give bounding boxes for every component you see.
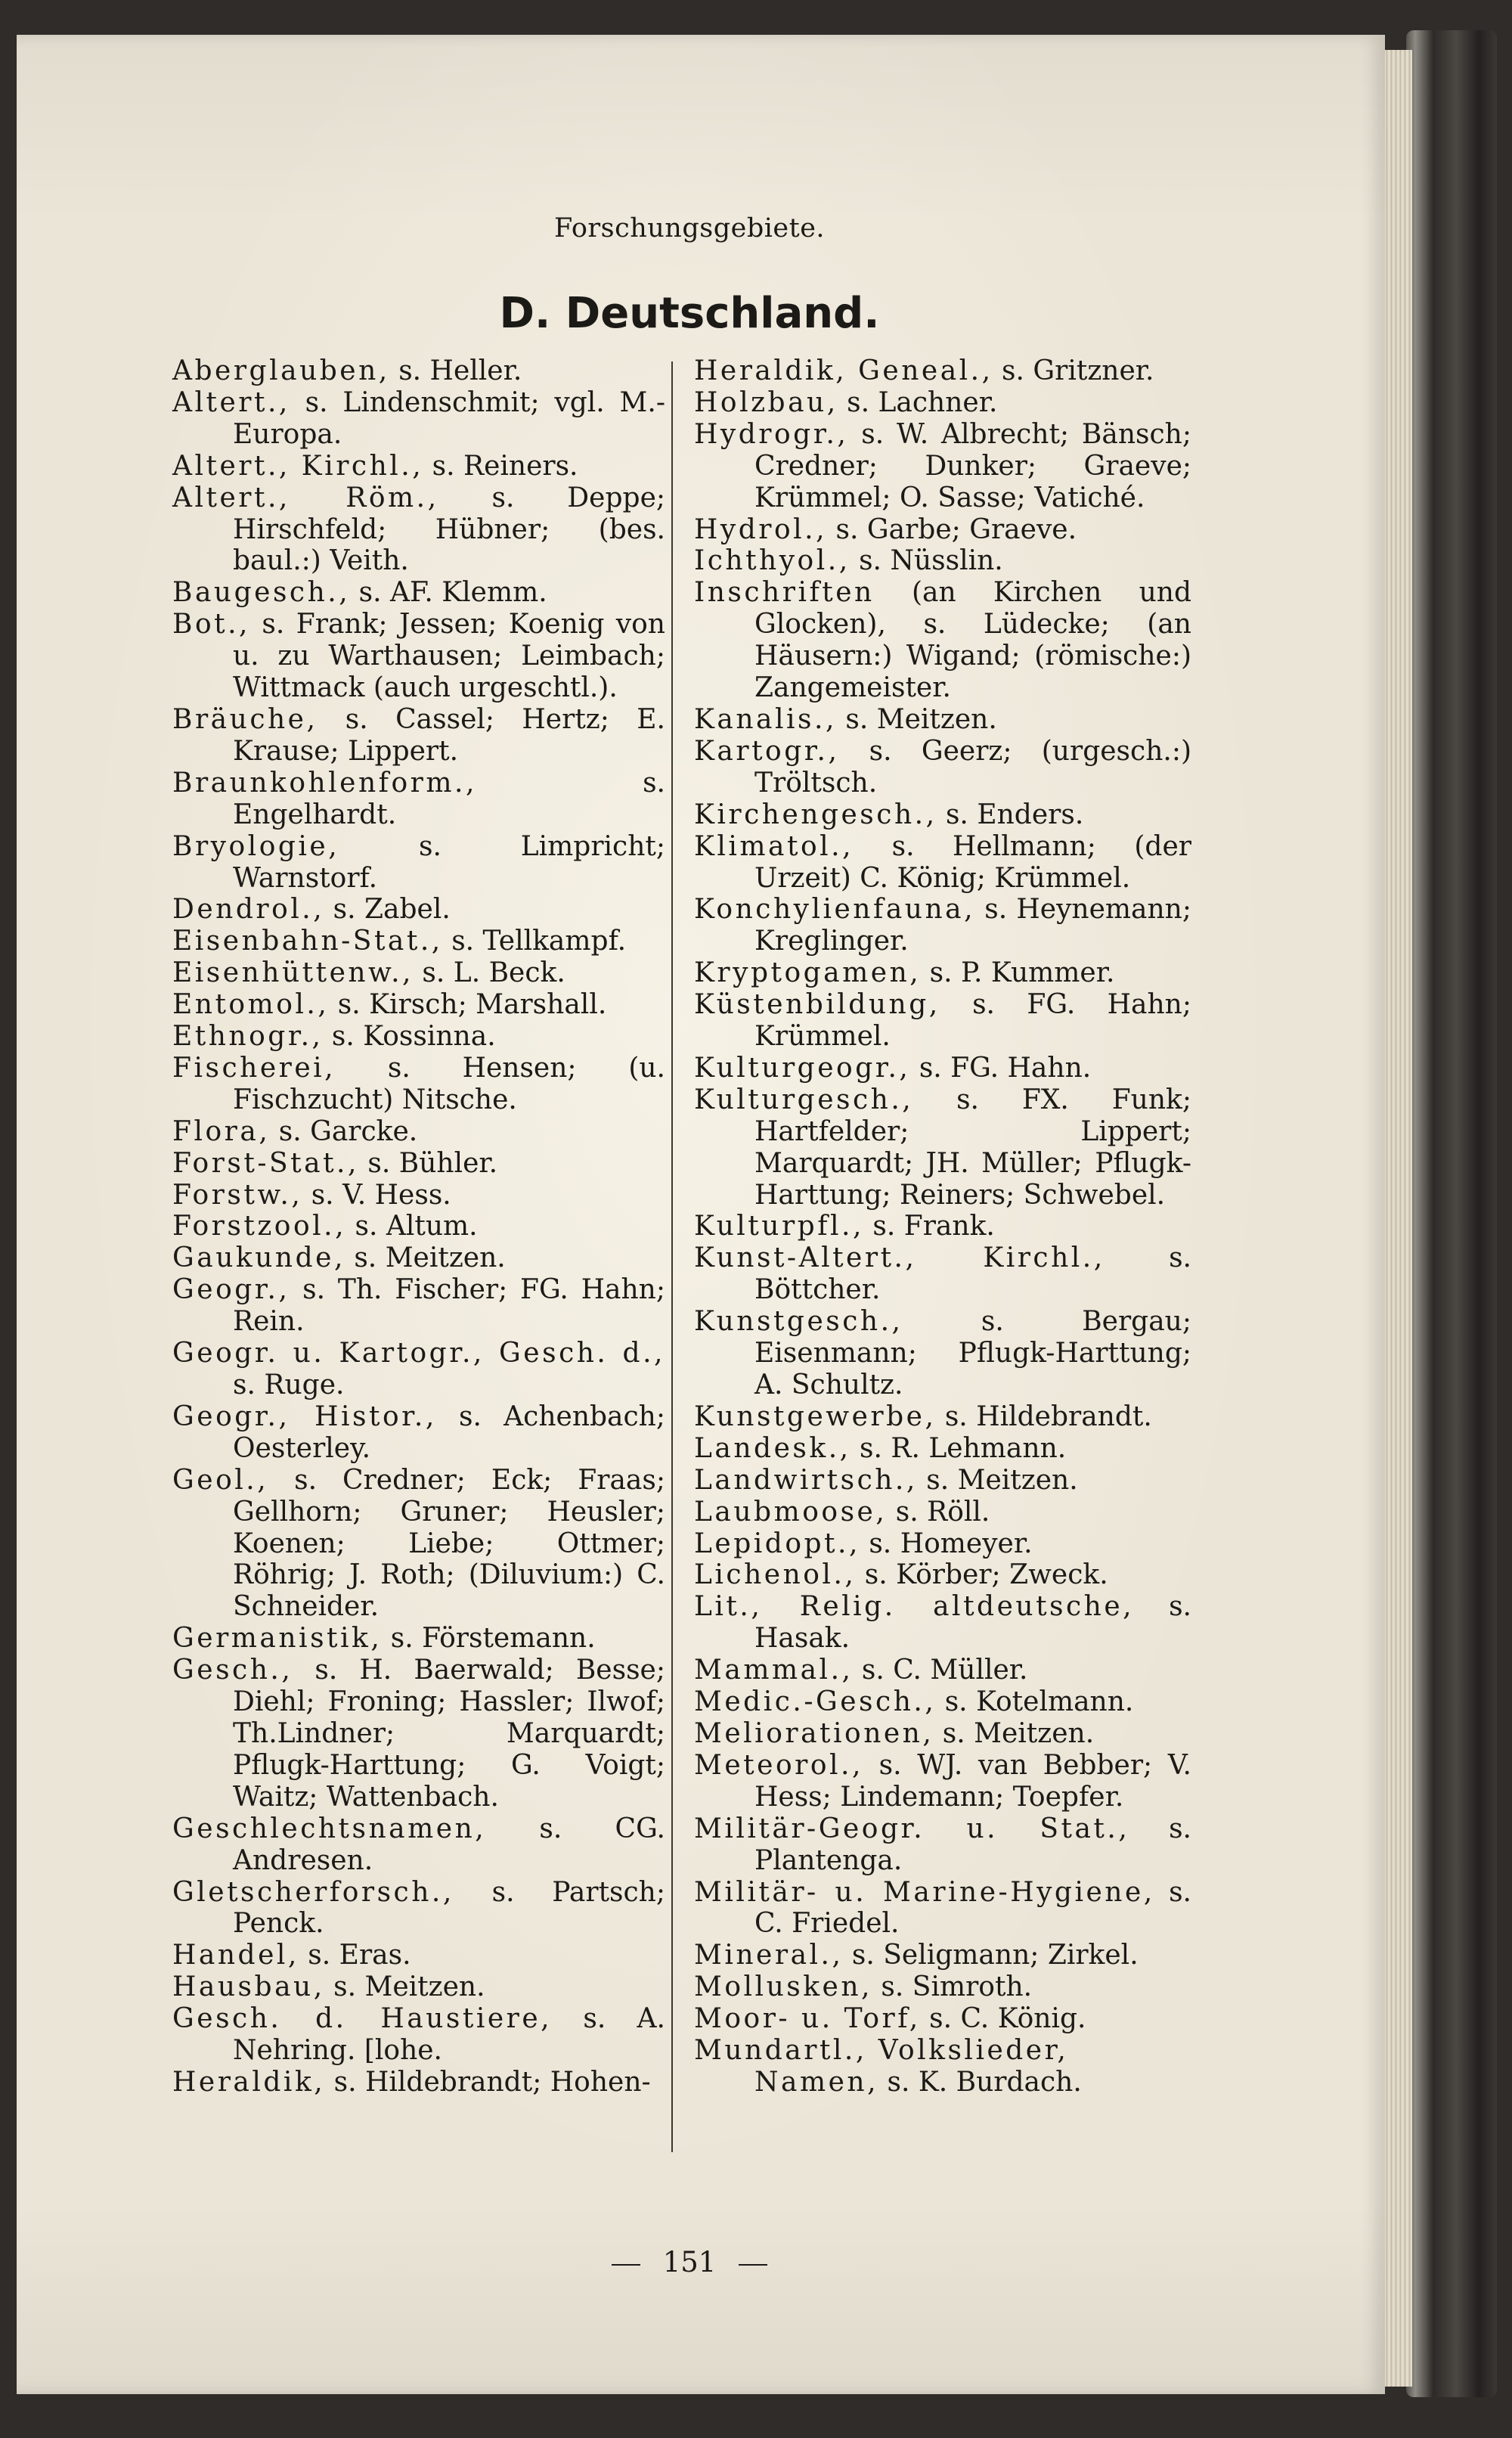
entry-references: s. Gritzner. — [993, 355, 1154, 386]
index-column-right — [694, 355, 1191, 2098]
entry-references: (an Kirchen und Glocken), s. Lüdecke; (an Häusern:) Wigand; (römische:) Zangemeister. — [754, 577, 1191, 704]
entry-term: Hydrogr., — [694, 418, 849, 450]
entry-references: s. C. König. — [920, 2003, 1086, 2035]
index-entry — [172, 2067, 665, 2098]
entry-references: s. W. Albrecht; Bänsch; Credner; Dunker; Graeve; Krümmel; O. Sasse; Vatiché. — [754, 418, 1191, 513]
index-entry — [694, 1211, 1191, 1242]
entry-references: s. Homeyer. — [860, 1528, 1033, 1559]
index-entry — [694, 387, 1191, 419]
entry-term: Bryologie, — [172, 830, 340, 862]
index-entry — [172, 577, 665, 609]
index-entry — [172, 1053, 665, 1116]
index-entry — [694, 419, 1191, 514]
index-entry — [172, 355, 665, 387]
entry-references: s. Garbe; Graeve. — [827, 513, 1077, 545]
index-entry — [694, 545, 1191, 577]
entry-references: s. Kossinna. — [323, 1021, 496, 1053]
entry-term: Laubmoose, — [694, 1496, 888, 1528]
index-entry — [172, 989, 665, 1021]
index-entry — [694, 1877, 1191, 1940]
entry-references: s. FG. Hahn. — [910, 1052, 1092, 1084]
entry-references: s. Th. Fischer; FG. Hahn; Rein. — [233, 1274, 665, 1338]
index-entry — [694, 2003, 1191, 2035]
entry-term: Gesch., — [172, 1655, 293, 1686]
book-page — [17, 35, 1385, 2394]
entry-references: s. Enders. — [937, 799, 1084, 830]
index-entry — [694, 1084, 1191, 1211]
entry-references: s. Partsch; Penck. — [233, 1876, 665, 1940]
entry-term: Landwirtsch., — [694, 1464, 918, 1496]
entry-references: s. C. Müller. — [853, 1655, 1028, 1686]
index-entry — [172, 1813, 665, 1877]
entry-references: s. Altum. — [346, 1211, 478, 1242]
section-title: D. Deutschland. — [499, 289, 880, 338]
entry-references: s. CG. Andresen. — [233, 1813, 665, 1876]
index-entry — [172, 482, 665, 578]
index-entry — [694, 1940, 1191, 1971]
entry-references: s. Lindenschmit; vgl. M.-Europa. — [233, 386, 665, 450]
index-entry — [172, 957, 665, 989]
entry-references: s. Kotelmann. — [936, 1686, 1134, 1718]
entry-references: s. Nüsslin. — [850, 545, 1003, 577]
index-column-left — [172, 355, 665, 2098]
entry-term: Germanistik, — [172, 1623, 383, 1655]
entry-term: Moor- u. Torf, — [694, 2003, 921, 2035]
entry-references: s. Meitzen. — [345, 1242, 506, 1274]
entry-term: Kunstgesch., — [694, 1306, 903, 1338]
entry-term: Altert., — [172, 386, 290, 418]
entry-term: Bräuche, — [172, 703, 318, 735]
entry-term: Militär- u. Marine-Hygiene, — [694, 1876, 1155, 1908]
entry-term: Braunkohlenform., — [172, 767, 477, 799]
entry-references: s. Zabel. — [324, 894, 451, 926]
entry-term: Militär-Geogr. u. Stat., — [694, 1813, 1130, 1844]
index-entry — [694, 1750, 1191, 1813]
entry-references: s. Hensen; (u. Fischzucht) Nitsche. — [233, 1052, 665, 1115]
index-entry — [694, 1242, 1191, 1306]
index-entry — [172, 1021, 665, 1053]
entry-references: s. Eras. — [299, 1940, 411, 1971]
entry-term: Gletscherforsch., — [172, 1876, 454, 1908]
entry-term: Geogr. u. Kartogr., Gesch. d., — [172, 1338, 665, 1369]
entry-term: Gesch. d. Haustiere, — [172, 2003, 553, 2035]
entry-references: s. Hildebrandt; Hohen- — [325, 2066, 651, 2098]
index-entry — [172, 1877, 665, 1940]
entry-references: s. WJ. van Bebber; V. Hess; Lindemann; Toepfer. — [754, 1749, 1191, 1813]
index-entry — [694, 736, 1191, 799]
entry-references: s. R. Lehmann. — [850, 1432, 1067, 1464]
index-entry — [694, 1306, 1191, 1401]
entry-term: Eisenbahn-Stat., — [172, 926, 443, 957]
entry-term: Kulturpfl., — [694, 1211, 864, 1242]
index-entry — [694, 1559, 1191, 1591]
index-entry — [694, 1497, 1191, 1528]
entry-references: s. Röll. — [887, 1496, 990, 1528]
index-entry — [172, 1180, 665, 1211]
entry-term: Kulturgesch., — [694, 1084, 914, 1115]
entry-references: s. Meitzen. — [836, 703, 997, 735]
book-cover-edge — [1406, 30, 1497, 2397]
entry-references: s. AF. Klemm. — [350, 577, 547, 609]
index-entry — [172, 1465, 665, 1624]
entry-term: Eisenhüttenw., — [172, 957, 414, 989]
entry-term: Heraldik, — [172, 2066, 326, 2098]
entry-references: s. Heller. — [389, 355, 522, 386]
entry-references: s. Meitzen. — [917, 1464, 1078, 1496]
index-entry — [694, 1655, 1191, 1686]
entry-term: Heraldik, Geneal., — [694, 355, 993, 386]
index-entry — [694, 1813, 1191, 1877]
entry-references: s. Frank. — [863, 1211, 995, 1242]
entry-term: Kirchengesch., — [694, 799, 937, 830]
index-entry — [694, 1591, 1191, 1655]
entry-term: Geogr., Histor., — [172, 1400, 437, 1432]
index-entry — [694, 1053, 1191, 1084]
index-entry — [694, 1528, 1191, 1560]
running-head: Forschungsgebiete. — [553, 213, 826, 243]
entry-term: Konchylienfauna, — [694, 894, 976, 926]
index-entry — [694, 577, 1191, 704]
entry-references: s. Geerz; (urgesch.:) Tröltsch. — [754, 735, 1191, 799]
index-entry — [694, 704, 1191, 736]
entry-references: s. Seligmann; Zirkel. — [843, 1940, 1139, 1971]
index-entry — [694, 355, 1191, 387]
entry-references: s. A. Nehring. [lohe. — [233, 2003, 665, 2067]
entry-term: Küstenbildung, — [694, 989, 940, 1021]
index-entry — [694, 2035, 1191, 2098]
entry-term: Altert., Röm., — [172, 482, 439, 513]
entry-term: Forst-Stat., — [172, 1147, 359, 1179]
entry-term: Kulturgeogr., — [694, 1052, 911, 1084]
entry-references: s. H. Baerwald; Besse; Diehl; Froning; Hassler; Ilwof; Th.Lindner; Marquardt; Pflugk-Harttung; G. Voigt; Waitz; Wattenbach. — [233, 1655, 665, 1813]
index-entry — [172, 387, 665, 451]
entry-references: s. Körber; Zweck. — [856, 1559, 1108, 1591]
index-entry — [172, 609, 665, 704]
page-number: 151 — [662, 2246, 717, 2278]
index-entry — [694, 831, 1191, 895]
entry-references: s. Reiners. — [423, 450, 578, 482]
entry-term: Kartogr., — [694, 735, 840, 767]
index-entry — [172, 768, 665, 831]
entry-term: Aberglauben, — [172, 355, 390, 386]
index-entry — [172, 1623, 665, 1655]
entry-references: s. C. Friedel. — [754, 1876, 1191, 1940]
index-entry — [172, 1116, 665, 1148]
entry-references: s. Deppe; Hirschfeld; Hübner; (bes. baul.:) Veith. — [233, 482, 665, 577]
index-entry — [172, 831, 665, 895]
entry-term: Dendrol., — [172, 894, 325, 926]
entry-references: s. Engelhardt. — [233, 767, 665, 830]
entry-term: Hausbau, — [172, 1971, 325, 2003]
entry-references: s. FX. Funk; Hartfelder; Lippert; Marquardt; JH. Müller; Pflugk-Harttung; Reiners; Schwebel. — [754, 1084, 1191, 1211]
entry-term: Kanalis., — [694, 703, 837, 735]
entry-references: s. FG. Hahn; Krümmel. — [754, 989, 1191, 1053]
entry-term: Altert., Kirchl., — [172, 450, 424, 482]
entry-term: Geschlechtsnamen, — [172, 1813, 487, 1844]
entry-references: s. K. Burdach. — [878, 2066, 1082, 2098]
footer-dash-right — [739, 2264, 767, 2266]
entry-term: Ethnogr., — [172, 1021, 324, 1053]
index-entry — [172, 1148, 665, 1180]
entry-references: s. Tellkampf. — [442, 926, 627, 957]
entry-references: s. V. Hess. — [302, 1179, 451, 1211]
index-entry — [694, 1971, 1191, 2003]
entry-references: s. Heynemann; Kreglinger. — [754, 894, 1191, 957]
entry-term: Flora, — [172, 1115, 271, 1147]
index-entry — [172, 1940, 665, 1971]
entry-references: s. Kirsch; Marshall. — [329, 989, 607, 1021]
entry-references: s. Simroth. — [872, 1971, 1033, 2003]
index-entry — [172, 704, 665, 768]
entry-references: s. Garcke. — [270, 1115, 418, 1147]
entry-references: s. Hasak. — [754, 1591, 1191, 1655]
entry-term: Lichenol., — [694, 1559, 857, 1591]
entry-references: s. Ruge. — [233, 1369, 345, 1400]
entry-references: s. P. Kummer. — [921, 957, 1115, 989]
entry-term: Forstw., — [172, 1179, 303, 1211]
entry-references: s. Limpricht; Warnstorf. — [233, 830, 665, 894]
index-entry — [172, 1242, 665, 1274]
entry-references: s. Lachner. — [838, 386, 998, 418]
entry-references: s. Hellmann; (der Urzeit) C. König; Krümmel. — [754, 830, 1191, 894]
index-entry — [172, 894, 665, 926]
index-entry — [172, 1338, 665, 1401]
entry-references: s. Achenbach; Oesterley. — [233, 1400, 665, 1464]
column-divider — [671, 361, 673, 2152]
index-entry — [172, 926, 665, 957]
entry-term: Forstzool., — [172, 1211, 347, 1242]
entry-references: s. Credner; Eck; Fraas; Gellhorn; Gruner; Heusler; Koenen; Liebe; Ottmer; Röhrig; J. Roth; (Diluvium:) C. Schneider. — [233, 1464, 665, 1623]
index-entry — [694, 989, 1191, 1053]
index-entry — [172, 451, 665, 482]
entry-references: s. Meitzen. — [324, 1971, 485, 2003]
entry-term: Klimatol., — [694, 830, 854, 862]
entry-term: Kunstgewerbe, — [694, 1400, 937, 1432]
index-entry — [172, 1274, 665, 1338]
entry-term: Geol., — [172, 1464, 269, 1496]
entry-term: Kryptogamen, — [694, 957, 922, 989]
entry-term: Entomol., — [172, 989, 330, 1021]
entry-term: Lepidopt., — [694, 1528, 860, 1559]
index-entry — [694, 957, 1191, 989]
entry-term: Meteorol., — [694, 1749, 863, 1781]
entry-term: Inschriften — [694, 577, 875, 609]
entry-references: s. Meitzen. — [934, 1717, 1095, 1749]
entry-term: Bot., — [172, 609, 250, 641]
entry-term: Handel, — [172, 1940, 299, 1971]
entry-term: Meliorationen, — [694, 1717, 934, 1749]
entry-term: Geogr., — [172, 1274, 290, 1306]
entry-references: s. Förstemann. — [382, 1623, 596, 1655]
index-entry — [694, 1718, 1191, 1750]
entry-term: Mollusken, — [694, 1971, 872, 2003]
entry-term: Baugesch., — [172, 577, 351, 609]
index-entry — [694, 1686, 1191, 1718]
footer-dash-left — [612, 2264, 640, 2266]
entry-term: Holzbau, — [694, 386, 838, 418]
entry-term: Medic.-Gesch., — [694, 1686, 937, 1718]
index-entry — [172, 2003, 665, 2067]
entry-term: Hydrol., — [694, 513, 828, 545]
index-entry — [172, 1401, 665, 1465]
entry-term: Ichthyol., — [694, 545, 850, 577]
index-entry — [694, 799, 1191, 831]
entry-references: s. Frank; Jessen; Koenig von u. zu Warthausen; Leimbach; Wittmack (auch urgeschtl.). — [233, 609, 665, 704]
index-entry — [694, 1433, 1191, 1465]
entry-references: s. Hildebrandt. — [936, 1400, 1152, 1432]
entry-term: Mammal., — [694, 1655, 854, 1686]
entry-references: s. Böttcher. — [754, 1242, 1191, 1306]
entry-references: s. Cassel; Hertz; E. Krause; Lippert. — [233, 703, 665, 767]
entry-term: Mundartl., Volkslieder, Namen, — [694, 2035, 1069, 2098]
entry-references: s. Bühler. — [358, 1147, 498, 1179]
page-footer — [17, 2246, 1362, 2278]
entry-term: Fischerei, — [172, 1052, 336, 1084]
entry-references: s. L. Beck. — [413, 957, 565, 989]
index-entry — [172, 1655, 665, 1813]
index-entry — [694, 894, 1191, 957]
index-entry — [172, 1211, 665, 1242]
index-entry — [172, 1971, 665, 2003]
entry-term: Mineral., — [694, 1940, 844, 1971]
entry-references: s. Plantenga. — [754, 1813, 1191, 1876]
entry-term: Kunst-Altert., Kirchl., — [694, 1242, 1105, 1274]
index-entry — [694, 1465, 1191, 1497]
index-entry — [694, 1401, 1191, 1433]
entry-term: Lit., Relig. altdeutsche, — [694, 1591, 1135, 1623]
index-entry — [694, 514, 1191, 546]
entry-term: Gaukunde, — [172, 1242, 345, 1274]
entry-references: s. Bergau; Eisenmann; Pflugk-Harttung; A. Schultz. — [754, 1306, 1191, 1400]
entry-term: Landesk., — [694, 1432, 851, 1464]
